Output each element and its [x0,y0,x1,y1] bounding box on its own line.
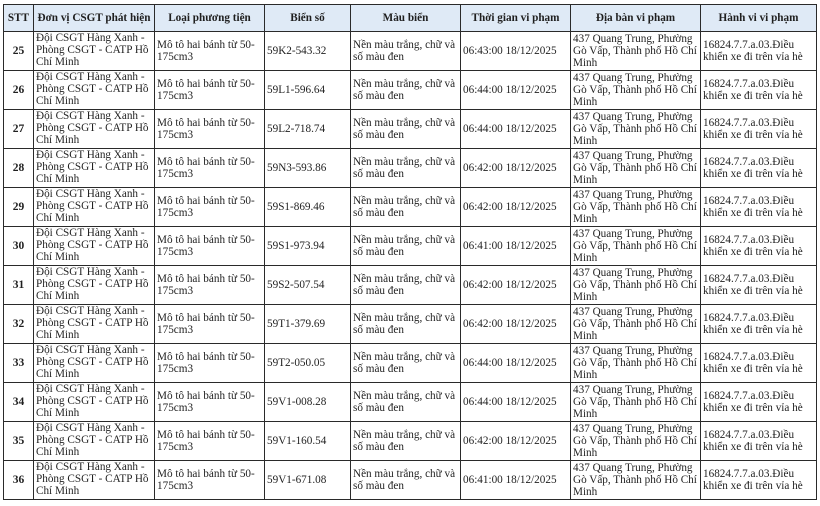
plate-cell: 59T2-050.05 [265,344,351,383]
plate-color-cell: Nền màu trắng, chữ và số màu đen [351,344,461,383]
plate-cell: 59S1-869.46 [265,188,351,227]
violation-cell: 16824.7.7.a.03.Điều khiển xe đi trên vỉa hè [701,188,817,227]
violation-cell: 16824.7.7.a.03.Điều khiển xe đi trên vỉa hè [701,461,817,500]
row-number: 29 [4,188,34,227]
place-cell: 437 Quang Trung, Phường Gò Vấp, Thành phố Hồ Chí Minh [571,422,701,461]
table-row [4,383,817,422]
violation-cell: 16824.7.7.a.03.Điều khiển xe đi trên vỉa hè [701,110,817,149]
vehicle-type-cell: Mô tô hai bánh từ 50-175cm3 [155,461,265,500]
unit-cell: Đội CSGT Hàng Xanh - Phòng CSGT - CATP Hồ Chí Minh [34,227,155,266]
place-cell: 437 Quang Trung, Phường Gò Vấp, Thành phố Hồ Chí Minh [571,266,701,305]
violation-cell: 16824.7.7.a.03.Điều khiển xe đi trên vỉa hè [701,266,817,305]
vehicle-type-cell: Mô tô hai bánh từ 50-175cm3 [155,422,265,461]
place-cell: 437 Quang Trung, Phường Gò Vấp, Thành phố Hồ Chí Minh [571,32,701,71]
header-stt: STT [4,5,34,32]
header-plate: Biển số [265,5,351,32]
table-header [4,5,817,32]
time-cell: 06:42:00 18/12/2025 [461,305,571,344]
plate-cell: 59V1-008.28 [265,383,351,422]
header-unit: Đơn vị CSGT phát hiện [34,5,155,32]
plate-cell: 59T1-379.69 [265,305,351,344]
plate-color-cell: Nền màu trắng, chữ và số màu đen [351,227,461,266]
row-number: 30 [4,227,34,266]
plate-cell: 59L2-718.74 [265,110,351,149]
violation-cell: 16824.7.7.a.03.Điều khiển xe đi trên vỉa hè [701,227,817,266]
place-cell: 437 Quang Trung, Phường Gò Vấp, Thành phố Hồ Chí Minh [571,71,701,110]
unit-cell: Đội CSGT Hàng Xanh - Phòng CSGT - CATP Hồ Chí Minh [34,110,155,149]
row-number: 34 [4,383,34,422]
plate-color-cell: Nền màu trắng, chữ và số màu đen [351,305,461,344]
header-time: Thời gian vi phạm [461,5,571,32]
plate-color-cell: Nền màu trắng, chữ và số màu đen [351,71,461,110]
place-cell: 437 Quang Trung, Phường Gò Vấp, Thành phố Hồ Chí Minh [571,461,701,500]
time-cell: 06:44:00 18/12/2025 [461,71,571,110]
violation-cell: 16824.7.7.a.03.Điều khiển xe đi trên vỉa hè [701,71,817,110]
plate-color-cell: Nền màu trắng, chữ và số màu đen [351,188,461,227]
time-cell: 06:42:00 18/12/2025 [461,149,571,188]
table-row [4,71,817,110]
place-cell: 437 Quang Trung, Phường Gò Vấp, Thành phố Hồ Chí Minh [571,305,701,344]
place-cell: 437 Quang Trung, Phường Gò Vấp, Thành phố Hồ Chí Minh [571,227,701,266]
row-number: 28 [4,149,34,188]
vehicle-type-cell: Mô tô hai bánh từ 50-175cm3 [155,227,265,266]
header-vehicle-type: Loại phương tiện [155,5,265,32]
vehicle-type-cell: Mô tô hai bánh từ 50-175cm3 [155,188,265,227]
plate-color-cell: Nền màu trắng, chữ và số màu đen [351,266,461,305]
time-cell: 06:42:00 18/12/2025 [461,422,571,461]
table-row [4,305,817,344]
row-number: 36 [4,461,34,500]
unit-cell: Đội CSGT Hàng Xanh - Phòng CSGT - CATP Hồ Chí Minh [34,344,155,383]
plate-color-cell: Nền màu trắng, chữ và số màu đen [351,461,461,500]
vehicle-type-cell: Mô tô hai bánh từ 50-175cm3 [155,32,265,71]
unit-cell: Đội CSGT Hàng Xanh - Phòng CSGT - CATP Hồ Chí Minh [34,188,155,227]
unit-cell: Đội CSGT Hàng Xanh - Phòng CSGT - CATP Hồ Chí Minh [34,461,155,500]
table-row [4,188,817,227]
table-body [4,32,817,500]
table-row [4,344,817,383]
time-cell: 06:44:00 18/12/2025 [461,344,571,383]
table-row [4,422,817,461]
place-cell: 437 Quang Trung, Phường Gò Vấp, Thành phố Hồ Chí Minh [571,383,701,422]
row-number: 25 [4,32,34,71]
unit-cell: Đội CSGT Hàng Xanh - Phòng CSGT - CATP Hồ Chí Minh [34,71,155,110]
vehicle-type-cell: Mô tô hai bánh từ 50-175cm3 [155,266,265,305]
plate-color-cell: Nền màu trắng, chữ và số màu đen [351,383,461,422]
time-cell: 06:41:00 18/12/2025 [461,461,571,500]
plate-cell: 59S1-973.94 [265,227,351,266]
violations-table [3,4,817,500]
table-row [4,149,817,188]
table-row [4,266,817,305]
plate-cell: 59V1-160.54 [265,422,351,461]
row-number: 27 [4,110,34,149]
table-row [4,227,817,266]
unit-cell: Đội CSGT Hàng Xanh - Phòng CSGT - CATP Hồ Chí Minh [34,422,155,461]
table-row [4,110,817,149]
place-cell: 437 Quang Trung, Phường Gò Vấp, Thành phố Hồ Chí Minh [571,110,701,149]
violation-cell: 16824.7.7.a.03.Điều khiển xe đi trên vỉa hè [701,344,817,383]
header-place: Địa bàn vi phạm [571,5,701,32]
violation-cell: 16824.7.7.a.03.Điều khiển xe đi trên vỉa hè [701,32,817,71]
row-number: 32 [4,305,34,344]
place-cell: 437 Quang Trung, Phường Gò Vấp, Thành phố Hồ Chí Minh [571,188,701,227]
plate-color-cell: Nền màu trắng, chữ và số màu đen [351,32,461,71]
table-row [4,461,817,500]
row-number: 33 [4,344,34,383]
time-cell: 06:43:00 18/12/2025 [461,32,571,71]
vehicle-type-cell: Mô tô hai bánh từ 50-175cm3 [155,344,265,383]
vehicle-type-cell: Mô tô hai bánh từ 50-175cm3 [155,71,265,110]
time-cell: 06:42:00 18/12/2025 [461,266,571,305]
unit-cell: Đội CSGT Hàng Xanh - Phòng CSGT - CATP Hồ Chí Minh [34,149,155,188]
plate-cell: 59K2-543.32 [265,32,351,71]
time-cell: 06:42:00 18/12/2025 [461,188,571,227]
unit-cell: Đội CSGT Hàng Xanh - Phòng CSGT - CATP Hồ Chí Minh [34,266,155,305]
plate-cell: 59N3-593.86 [265,149,351,188]
header-row [4,5,817,32]
violation-cell: 16824.7.7.a.03.Điều khiển xe đi trên vỉa hè [701,149,817,188]
plate-color-cell: Nền màu trắng, chữ và số màu đen [351,110,461,149]
violation-cell: 16824.7.7.a.03.Điều khiển xe đi trên vỉa hè [701,305,817,344]
place-cell: 437 Quang Trung, Phường Gò Vấp, Thành phố Hồ Chí Minh [571,149,701,188]
unit-cell: Đội CSGT Hàng Xanh - Phòng CSGT - CATP Hồ Chí Minh [34,305,155,344]
row-number: 35 [4,422,34,461]
violation-cell: 16824.7.7.a.03.Điều khiển xe đi trên vỉa hè [701,383,817,422]
place-cell: 437 Quang Trung, Phường Gò Vấp, Thành phố Hồ Chí Minh [571,344,701,383]
plate-color-cell: Nền màu trắng, chữ và số màu đen [351,422,461,461]
time-cell: 06:44:00 18/12/2025 [461,110,571,149]
row-number: 31 [4,266,34,305]
plate-color-cell: Nền màu trắng, chữ và số màu đen [351,149,461,188]
vehicle-type-cell: Mô tô hai bánh từ 50-175cm3 [155,110,265,149]
plate-cell: 59V1-671.08 [265,461,351,500]
table-row [4,32,817,71]
row-number: 26 [4,71,34,110]
vehicle-type-cell: Mô tô hai bánh từ 50-175cm3 [155,149,265,188]
plate-cell: 59L1-596.64 [265,71,351,110]
vehicle-type-cell: Mô tô hai bánh từ 50-175cm3 [155,383,265,422]
header-plate-color: Màu biển [351,5,461,32]
header-violation: Hành vi vi phạm [701,5,817,32]
vehicle-type-cell: Mô tô hai bánh từ 50-175cm3 [155,305,265,344]
unit-cell: Đội CSGT Hàng Xanh - Phòng CSGT - CATP Hồ Chí Minh [34,32,155,71]
time-cell: 06:41:00 18/12/2025 [461,227,571,266]
violation-cell: 16824.7.7.a.03.Điều khiển xe đi trên vỉa hè [701,422,817,461]
time-cell: 06:44:00 18/12/2025 [461,383,571,422]
plate-cell: 59S2-507.54 [265,266,351,305]
unit-cell: Đội CSGT Hàng Xanh - Phòng CSGT - CATP Hồ Chí Minh [34,383,155,422]
